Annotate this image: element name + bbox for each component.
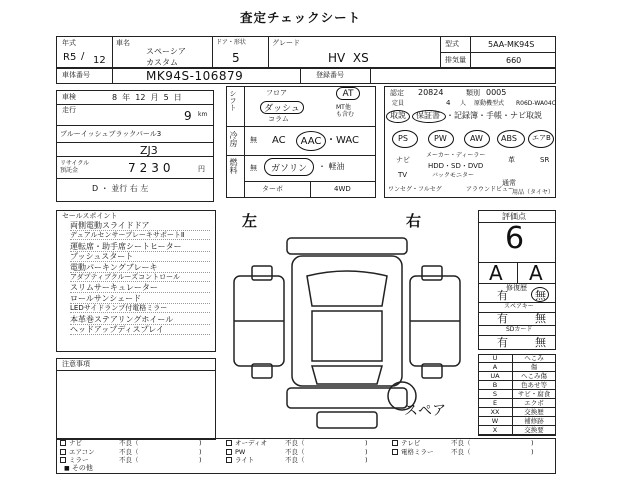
legend-row	[478, 426, 556, 435]
recycle-label: リサイクル 預託金	[60, 160, 90, 174]
checkbox[interactable]	[226, 440, 232, 446]
bottom-item-close: )	[365, 447, 368, 456]
legend-code: E	[492, 399, 498, 407]
legend-row	[478, 417, 556, 426]
shift-dash: ダッシュ	[260, 101, 304, 114]
feature-item: スリムサーキュレーター	[70, 284, 210, 293]
nenshiki-era: R5	[63, 52, 77, 63]
back-monitor: バックモニター	[432, 172, 475, 179]
feature-item: LEDサイドランプ付電格ミラー	[70, 305, 210, 313]
shaken-value: 8 年 12 月 5 日	[112, 93, 182, 102]
pw: PW	[434, 134, 447, 143]
checkbox[interactable]	[226, 457, 232, 463]
legend-desc: 色あせ等	[521, 381, 547, 389]
bottom-item-close: )	[365, 439, 368, 447]
sokou-label: 走行	[62, 106, 76, 114]
bottom-item-close: )	[199, 447, 202, 456]
legend-row	[478, 399, 556, 408]
score-exterior: A	[529, 261, 543, 285]
feature-item: アダプティブクルーズコントロール	[70, 274, 210, 282]
ruibetsu-value: 0005	[486, 88, 507, 97]
sokou-value: 9	[184, 109, 192, 123]
checkbox[interactable]	[60, 457, 66, 463]
hosho: 保証書	[416, 111, 440, 120]
wd4: 4WD	[334, 185, 351, 193]
bottom-check-item[interactable]	[60, 448, 202, 456]
shufuku-yes: 有	[497, 289, 508, 302]
bottom-check-item[interactable]	[60, 439, 202, 447]
features-header: セールスポイント	[62, 212, 118, 220]
tv: TV	[398, 171, 408, 179]
score-interior: A	[489, 261, 503, 285]
legend-row	[478, 363, 556, 372]
bottom-item-status: 不良（	[119, 456, 139, 464]
reibo-wac: ・WAC	[326, 135, 359, 146]
bottom-item-status: 不良（	[285, 439, 305, 447]
legend-code: W	[491, 417, 499, 425]
reibo-ac: AC	[272, 135, 286, 146]
door-value: 5	[232, 51, 240, 65]
bottom-item-label: ナビ	[69, 439, 82, 447]
bottom-item-status: 不良（	[285, 456, 305, 464]
feature-item: プッシュスタート	[70, 253, 210, 262]
katashiki-value: 5AA-MK94S	[488, 40, 535, 49]
legend-desc: サビ・腐食	[517, 390, 551, 398]
sr: SR	[540, 156, 550, 164]
shadai-label: 車体番号	[62, 71, 90, 79]
shift-mt: MT他 も含む	[336, 104, 355, 118]
sd-no: 無	[535, 336, 546, 349]
ps: PS	[398, 134, 408, 143]
around-view: アラウンドビュー	[466, 186, 515, 193]
nenryo-keiyu: ・ 軽油	[318, 162, 345, 171]
feature-item: 両側電動スライドドア	[70, 222, 210, 231]
bottom-item-status: 不良（	[451, 439, 471, 447]
bottom-item-label: ミラー	[69, 456, 89, 464]
checkbox[interactable]	[226, 449, 232, 455]
bottom-item-label: エアコン	[69, 447, 95, 456]
bottom-item-label: PW	[235, 447, 246, 456]
nenshiki-label: 年式	[62, 39, 76, 47]
shift-column: コラム	[268, 115, 289, 123]
shaken-label: 車検	[62, 93, 76, 101]
checkbox[interactable]	[392, 449, 398, 455]
navi-type: HDD・SD・DVD	[428, 162, 484, 170]
legend-desc: へこみ	[524, 354, 544, 362]
feature-item: ヘッドアップディスプレイ	[70, 326, 210, 335]
legend-desc: エクボ	[524, 399, 544, 407]
diagram-spare: スペア	[404, 403, 446, 419]
bottom-item-status: 不良（	[451, 447, 471, 456]
nenryo-label: 燃料	[229, 158, 238, 174]
torisetsu: 取説	[390, 111, 406, 120]
shadai-value: MK94S-106879	[146, 69, 244, 83]
legend-code: S	[492, 390, 498, 398]
legend-row	[478, 372, 556, 381]
ruibetsu-label: 類別	[466, 89, 480, 97]
bottom-item-close: )	[365, 456, 368, 464]
grade-label: グレード	[272, 39, 300, 47]
seat-value: D ・ 並行 右 左	[92, 184, 149, 193]
grade-value: HV XS	[328, 51, 369, 65]
navi-label: ナビ	[396, 156, 410, 164]
recycle-unit: 円	[198, 165, 205, 173]
bottom-check-item[interactable]	[392, 439, 534, 447]
page-title: 査定チェックシート	[240, 10, 362, 25]
bottom-other: ■ その他	[64, 464, 93, 472]
shadai-box	[56, 68, 556, 84]
door-label: ドア・形状	[216, 39, 246, 46]
legend-row	[478, 408, 556, 417]
legend-desc: 交換要	[524, 426, 544, 434]
bottom-item-label: 電格ミラー	[401, 447, 434, 456]
legend-code: U	[492, 354, 498, 362]
color-value: ブルーイッシュブラックパール3	[60, 130, 162, 138]
legend-code: A	[492, 363, 498, 371]
reibo-aac: AAC	[296, 131, 326, 151]
nenshiki-slash: /	[81, 51, 85, 62]
diagram-left: 左	[242, 212, 258, 230]
bottom-item-close: )	[531, 447, 534, 456]
nenryo-gasoline: ガソリン	[264, 158, 314, 176]
nintei-value: 20824	[418, 88, 444, 97]
katashiki-label: 型式	[445, 40, 459, 48]
nenshiki-month: 12	[93, 55, 106, 66]
bottom-item-label: テレビ	[401, 439, 421, 447]
shufuku-no: 無	[535, 289, 546, 302]
nintei-label: 認定	[390, 89, 404, 97]
abs: ABS	[501, 134, 517, 143]
shift-floor: フロア	[266, 89, 287, 97]
nenryo-none: 無	[250, 164, 257, 172]
tsujo: 通常	[502, 179, 516, 187]
checkbox[interactable]	[60, 440, 66, 446]
bottom-check-item[interactable]	[392, 448, 534, 456]
score-label: 評価点	[502, 212, 526, 221]
reibo-label: 冷房	[229, 131, 238, 147]
legend-row	[478, 381, 556, 390]
legend-desc: 補修跡	[524, 417, 544, 425]
sd-label: SDカード	[506, 326, 533, 333]
color-code: ZJ3	[140, 144, 158, 157]
checkbox[interactable]	[392, 440, 398, 446]
legend-row	[478, 354, 556, 363]
genki-value: R06D-WA04C	[516, 100, 556, 107]
feature-item: デュアルセンサーブレーキサポートⅡ	[70, 232, 210, 240]
checkbox[interactable]	[60, 449, 66, 455]
record: ・記録簿・手帳・ナビ取説	[446, 111, 542, 120]
bottom-check-item[interactable]	[226, 456, 368, 464]
shufuku-label: 修復歴	[506, 284, 527, 292]
turbo: ターボ	[262, 185, 283, 193]
haikiryo-value: 660	[506, 56, 522, 65]
spare-yes: 有	[497, 312, 508, 325]
teiin-unit: 人	[460, 100, 467, 107]
shamei-label: 車名	[116, 39, 130, 47]
legend-code: XX	[490, 408, 500, 416]
bottom-item-close: )	[199, 439, 202, 447]
genki-label: 原動機型式	[474, 100, 505, 107]
sd-yes: 有	[497, 336, 508, 349]
notes-label: 注意事項	[62, 360, 90, 368]
feature-item: ロールサンシェード	[70, 295, 210, 304]
bottom-item-status: 不良（	[119, 447, 139, 456]
bottom-item-status: 不良（	[285, 447, 305, 456]
legend-code: UA	[490, 372, 500, 380]
spare-label: スペアキー	[504, 303, 534, 310]
bottom-check-item[interactable]	[60, 456, 202, 464]
spare-no: 無	[535, 312, 546, 325]
recycle-value: 7230	[128, 161, 175, 175]
navi-maker: メーカー・ディーラー	[426, 152, 486, 159]
teiin-value: 4	[446, 99, 451, 107]
reibo-none: 無	[250, 136, 257, 144]
haikiryo-label: 排気量	[445, 56, 466, 64]
legend-desc: 傷	[530, 363, 538, 371]
toroku-label: 登録番号	[316, 71, 344, 79]
feature-item: 本革巻ステアリングホイール	[70, 316, 210, 325]
bottom-check-item[interactable]	[226, 448, 368, 456]
diagram-right: 右	[406, 212, 422, 230]
legend-row	[478, 390, 556, 399]
legend-code: B	[492, 381, 498, 389]
bottom-item-status: 不良（	[119, 439, 139, 447]
bottom-item-label: ライト	[235, 456, 255, 464]
feature-item: 電動パーキングブレーキ	[70, 264, 210, 273]
ab: エアB	[532, 134, 551, 142]
bottom-check-item[interactable]	[226, 439, 368, 447]
aw: AW	[470, 134, 483, 143]
shamei-value: スペーシア カスタム	[146, 47, 186, 67]
legend-desc: 交換歴	[524, 408, 544, 416]
score-value: 6	[505, 221, 525, 256]
wanseg: ワンセグ・フルセグ	[388, 186, 442, 193]
legend-code: X	[492, 426, 498, 434]
shift-label: シフト	[229, 90, 237, 111]
kawa: 革	[508, 156, 515, 164]
feature-item: 運転席・助手席シートヒーター	[70, 243, 210, 252]
bottom-item-close: )	[199, 456, 202, 464]
bottom-item-close: )	[531, 439, 534, 447]
bottom-item-label: オーディオ	[235, 439, 267, 447]
tire: 用品（タイヤ）	[512, 189, 554, 196]
teiin-label: 定員	[392, 100, 405, 107]
legend-desc: へこみ傷	[521, 372, 547, 380]
sokou-unit: km	[198, 111, 208, 118]
shift-at: AT	[336, 87, 360, 100]
